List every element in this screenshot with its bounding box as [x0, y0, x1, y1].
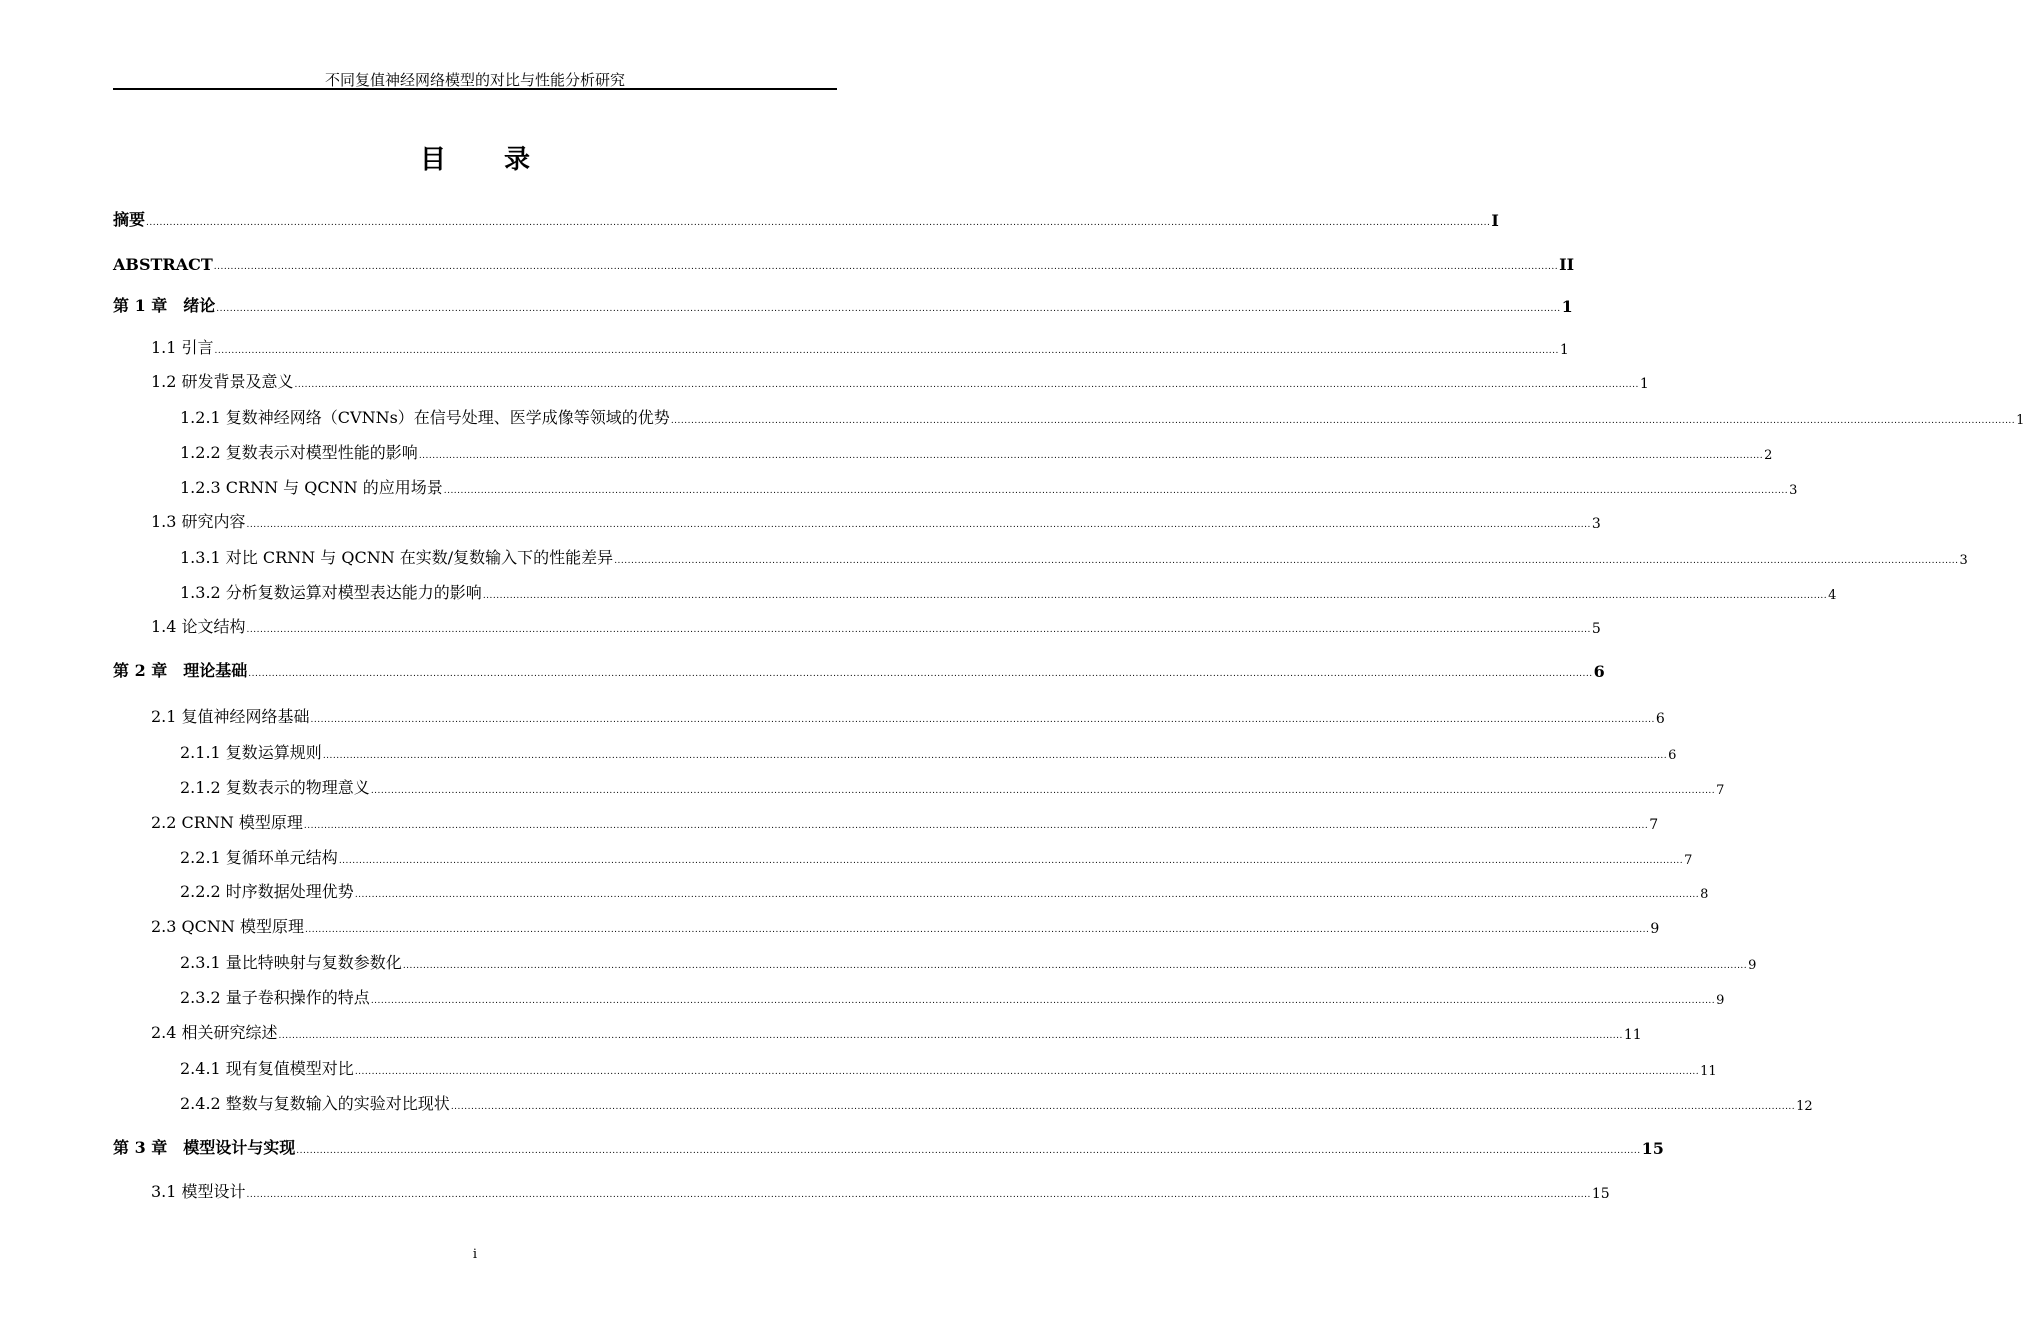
toc-entry[interactable]	[113, 252, 1575, 274]
toc-entry[interactable]	[180, 581, 1837, 603]
toc-entry-label: 2.1.1 复数运算规则	[180, 743, 322, 762]
toc-entry-label: 1.4 论文结构	[151, 617, 246, 636]
toc-leader-dots: ................................................................................................................................................................................................................................................................................................................................................................................................................	[248, 669, 1593, 679]
toc-leader-dots: ................................................................................................................................................................................................................................................................................................................................................................................................................	[322, 751, 1668, 761]
toc-entry[interactable]	[180, 441, 1773, 463]
toc-entry-page: 11	[1700, 1064, 1717, 1079]
toc-entry[interactable]	[151, 915, 1660, 937]
toc-entry-page: 3	[1789, 483, 1798, 498]
toc-entry-page: 1	[1561, 297, 1573, 316]
toc-entry[interactable]	[180, 741, 1677, 763]
toc-entry-label: 2.4.2 整数与复数输入的实验对比现状	[180, 1094, 450, 1113]
toc-leader-dots: ................................................................................................................................................................................................................................................................................................................................................................................................................	[402, 961, 1748, 971]
toc-entry-page: 15	[1641, 1139, 1664, 1158]
toc-entry[interactable]	[180, 986, 1725, 1008]
toc-entry-page: I	[1491, 211, 1499, 230]
toc-entry[interactable]	[180, 1092, 1813, 1114]
toc-entry-label: 1.2 研发背景及意义	[151, 372, 294, 391]
toc-entry-label: 1.1 引言	[151, 338, 214, 357]
toc-entry-page: 4	[1828, 588, 1837, 603]
toc-entry[interactable]	[151, 370, 1649, 392]
toc-entry[interactable]	[151, 705, 1665, 727]
toc-entry-label: 1.3.1 对比 CRNN 与 QCNN 在实数/复数输入下的性能差异	[180, 548, 614, 567]
toc-leader-dots: ................................................................................................................................................................................................................................................................................................................................................................................................................	[216, 304, 1561, 314]
toc-entry-page: 3	[1591, 516, 1601, 532]
toc-entry-page: 12	[1796, 1099, 1813, 1114]
toc-entry-label: ABSTRACT	[113, 255, 213, 274]
toc-entry-page: 1	[1639, 376, 1649, 392]
toc-entry[interactable]	[180, 476, 1798, 498]
toc-entry-label: 3.1 模型设计	[151, 1182, 246, 1201]
toc-entry[interactable]	[113, 1136, 1664, 1158]
header-rule	[113, 88, 837, 90]
toc-entry-page: II	[1559, 255, 1575, 274]
toc-entry[interactable]	[180, 776, 1725, 798]
toc-entry-page: 9	[1650, 921, 1660, 937]
toc-entry[interactable]	[180, 1057, 1717, 1079]
toc-entry[interactable]	[180, 880, 1709, 902]
toc-entry[interactable]	[151, 1180, 1610, 1202]
toc-entry-page: 9	[1716, 993, 1725, 1008]
toc-entry-label: 摘要	[113, 210, 146, 229]
toc-leader-dots: ................................................................................................................................................................................................................................................................................................................................................................................................................	[418, 451, 1764, 461]
toc-leader-dots: ................................................................................................................................................................................................................................................................................................................................................................................................................	[213, 262, 1559, 272]
toc-entry-page: 7	[1649, 817, 1659, 833]
toc-entry-label: 2.4 相关研究综述	[151, 1023, 278, 1042]
toc-entry-label: 2.2 CRNN 模型原理	[151, 813, 303, 832]
toc-leader-dots: ................................................................................................................................................................................................................................................................................................................................................................................................................	[214, 346, 1559, 356]
toc-entry-page: 7	[1716, 783, 1725, 798]
toc-entry[interactable]	[180, 406, 2024, 428]
toc-entry[interactable]	[151, 615, 1601, 637]
toc-leader-dots: ................................................................................................................................................................................................................................................................................................................................................................................................................	[310, 715, 1655, 725]
toc-leader-dots: ................................................................................................................................................................................................................................................................................................................................................................................................................	[482, 591, 1828, 601]
toc-entry-label: 1.3 研究内容	[151, 512, 246, 531]
toc-entry-page: 6	[1593, 662, 1605, 681]
toc-entry-label: 2.4.1 现有复值模型对比	[180, 1059, 354, 1078]
toc-leader-dots: ................................................................................................................................................................................................................................................................................................................................................................................................................	[450, 1102, 1796, 1112]
toc-leader-dots: ................................................................................................................................................................................................................................................................................................................................................................................................................	[338, 856, 1684, 866]
toc-entry-page: 7	[1684, 853, 1693, 868]
toc-entry-page: 6	[1668, 748, 1677, 763]
toc-leader-dots: ................................................................................................................................................................................................................................................................................................................................................................................................................	[370, 996, 1716, 1006]
toc-entry[interactable]	[113, 294, 1573, 316]
toc-entry-page: 5	[1591, 621, 1601, 637]
toc-entry-page: 15	[1591, 1186, 1610, 1202]
toc-entry[interactable]	[151, 510, 1601, 532]
toc-leader-dots: ................................................................................................................................................................................................................................................................................................................................................................................................................	[304, 925, 1650, 935]
toc-leader-dots: ................................................................................................................................................................................................................................................................................................................................................................................................................	[296, 1146, 1641, 1156]
toc-entry-label: 2.1.2 复数表示的物理意义	[180, 778, 370, 797]
toc-leader-dots: ................................................................................................................................................................................................................................................................................................................................................................................................................	[370, 786, 1716, 796]
toc-entry-label: 1.3.2 分析复数运算对模型表达能力的影响	[180, 583, 482, 602]
toc-entry-page: 3	[1959, 553, 1968, 568]
toc-entry[interactable]	[180, 846, 1693, 868]
toc-leader-dots: ................................................................................................................................................................................................................................................................................................................................................................................................................	[670, 416, 2016, 426]
toc-entry[interactable]	[151, 1021, 1642, 1043]
toc-entry-page: 6	[1655, 711, 1665, 727]
toc-leader-dots: ................................................................................................................................................................................................................................................................................................................................................................................................................	[246, 625, 1591, 635]
toc-leader-dots: ................................................................................................................................................................................................................................................................................................................................................................................................................	[246, 520, 1591, 530]
page-number: i	[472, 1247, 478, 1262]
toc-leader-dots: ................................................................................................................................................................................................................................................................................................................................................................................................................	[278, 1031, 1623, 1041]
toc-entry-label: 2.3.1 量比特映射与复数参数化	[180, 953, 402, 972]
toc-entry-page: 2	[1764, 448, 1773, 463]
toc-entry[interactable]	[151, 336, 1569, 358]
toc-entry-page: 11	[1623, 1027, 1642, 1043]
toc-leader-dots: ................................................................................................................................................................................................................................................................................................................................................................................................................	[354, 1067, 1700, 1077]
toc-leader-dots: ................................................................................................................................................................................................................................................................................................................................................................................................................	[303, 821, 1649, 831]
toc-leader-dots: ................................................................................................................................................................................................................................................................................................................................................................................................................	[146, 218, 1491, 228]
toc-entry[interactable]	[113, 659, 1605, 681]
toc-entry-label: 1.2.1 复数神经网络（CVNNs）在信号处理、医学成像等领域的优势	[180, 408, 670, 427]
toc-entry-label: 1.2.2 复数表示对模型性能的影响	[180, 443, 418, 462]
toc-entry[interactable]	[180, 951, 1757, 973]
toc-entry[interactable]	[151, 811, 1659, 833]
toc-entry-label: 第 2 章 理论基础	[113, 661, 248, 680]
toc-entry[interactable]	[113, 208, 1499, 230]
toc-entry-page: 1	[1559, 342, 1569, 358]
toc-entry-label: 2.2.2 时序数据处理优势	[180, 882, 354, 901]
toc-entry-label: 2.2.1 复循环单元结构	[180, 848, 338, 867]
toc-entry-label: 第 1 章 绪论	[113, 296, 216, 315]
toc-entry-label: 1.2.3 CRNN 与 QCNN 的应用场景	[180, 478, 443, 497]
toc-entry-label: 2.1 复值神经网络基础	[151, 707, 310, 726]
toc-leader-dots: ................................................................................................................................................................................................................................................................................................................................................................................................................	[614, 556, 1959, 566]
toc-entry-label: 2.3 QCNN 模型原理	[151, 917, 304, 936]
toc-leader-dots: ................................................................................................................................................................................................................................................................................................................................................................................................................	[443, 486, 1789, 496]
toc-leader-dots: ................................................................................................................................................................................................................................................................................................................................................................................................................	[354, 890, 1700, 900]
running-header: 不同复值神经网络模型的对比与性能分析研究	[324, 71, 625, 89]
toc-entry-page: 8	[1700, 887, 1709, 902]
toc-title: 目录	[419, 145, 588, 175]
toc-entry-label: 第 3 章 模型设计与实现	[113, 1138, 296, 1157]
toc-leader-dots: ................................................................................................................................................................................................................................................................................................................................................................................................................	[294, 380, 1639, 390]
toc-entry-page: 1	[2016, 413, 2024, 428]
toc-entry-label: 2.3.2 量子卷积操作的特点	[180, 988, 370, 1007]
toc-entry-page: 9	[1748, 958, 1757, 973]
toc-entry[interactable]	[180, 546, 1968, 568]
toc-leader-dots: ................................................................................................................................................................................................................................................................................................................................................................................................................	[246, 1190, 1591, 1200]
